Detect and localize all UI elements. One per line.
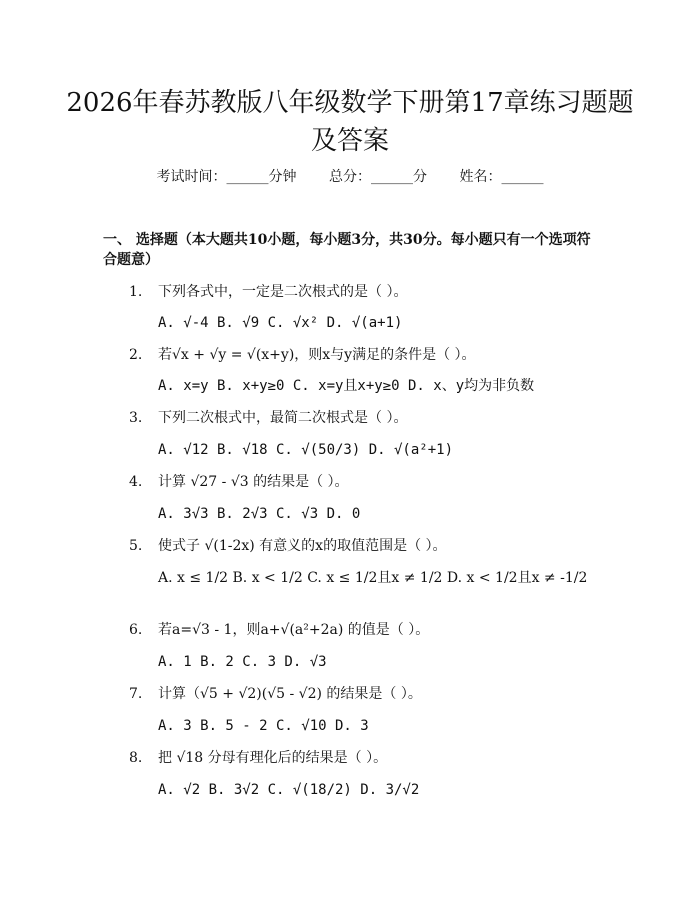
question-number: 4. [129,474,143,490]
question-number: 2. [129,347,143,363]
question-8-options: A. √2 B. 3√2 C. √(18/2) D. 3/√2 [158,782,420,798]
question-text: 使式子 √(1-2x) 有意义的x的取值范围是（ ）。 [158,538,447,554]
total-score: 总分：______分 [329,169,427,185]
student-name: 姓名：______ [459,169,544,185]
question-text: 把 √18 分母有理化后的结果是（ ）。 [158,750,388,766]
question-text: 下列二次根式中，最简二次根式是（ ）。 [158,410,408,426]
question-text: 计算 √27 - √3 的结果是（ ）。 [158,474,349,490]
question-number: 3. [129,410,143,426]
question-7-options: A. 3 B. 5 - 2 C. √10 D. 3 [158,718,369,734]
question-2-options: A. x=y B. x+y≥0 C. x=y且x+y≥0 D. x、y均为非负数 [158,378,535,394]
exam-time: 考试时间：______分钟 [156,169,297,185]
question-5-options: A. x ≤ 1/2 B. x < 1/2 C. x ≤ 1/2且x ≠ 1/2 D. x < 1/2且x ≠ -1/2 [158,570,588,586]
question-text: 若a=√3 - 1，则a+√(a²+2a) 的值是（ ）。 [158,622,430,638]
question-3-options: A. √12 B. √18 C. √(50/3) D. √(a²+1) [158,442,454,458]
question-6-options: A. 1 B. 2 C. 3 D. √3 [158,654,327,670]
question-text: 下列各式中，一定是二次根式的是（ ）。 [158,284,408,300]
question-text: 若√x + √y = √(x+y)，则x与y满足的条件是（ ）。 [158,347,476,363]
question-number: 1. [129,284,143,300]
question-1-options: A. √-4 B. √9 C. √x² D. √(a+1) [158,315,403,331]
question-number: 6. [129,622,143,638]
question-number: 8. [129,750,143,766]
question-4-options: A. 3√3 B. 2√3 C. √3 D. 0 [158,506,361,522]
section-heading: 一、 选择题（本大题共10小题，每小题3分，共30分。每小题只有一个选项符合题意） [103,232,591,268]
question-number: 7. [129,686,143,702]
document-title: 2026年春苏教版八年级数学下册第17章练习题题及答案 [66,88,634,156]
exam-meta [0,167,700,187]
question-text: 计算（√5 + √2)(√5 - √2) 的结果是（ ）。 [158,686,422,702]
question-number: 5. [129,538,143,554]
